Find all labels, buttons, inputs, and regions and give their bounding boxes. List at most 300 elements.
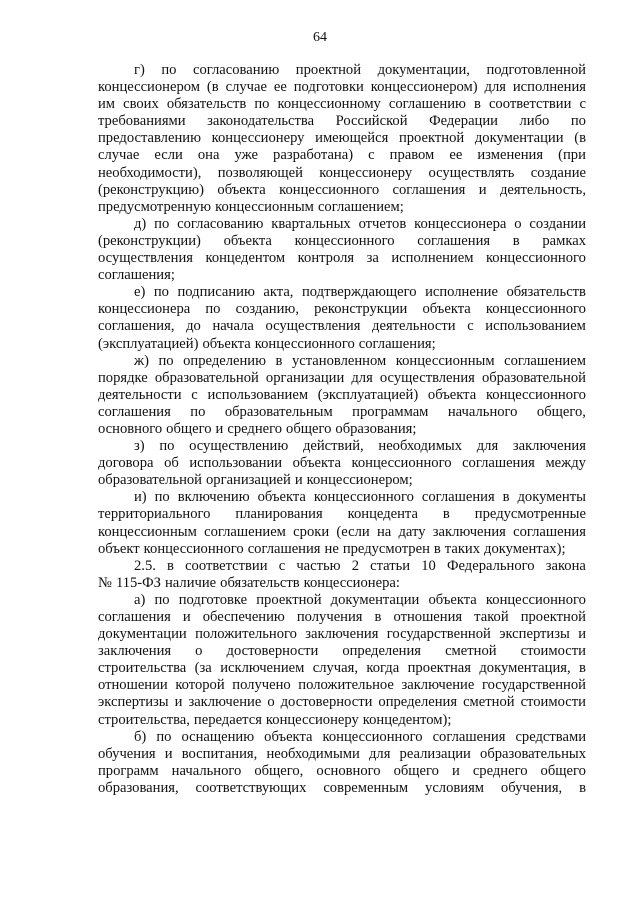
word: согласованию — [177, 215, 264, 232]
word: образования, — [98, 779, 179, 796]
word: государственной — [386, 626, 491, 643]
word: в — [167, 557, 174, 574]
word: достоверности — [226, 643, 319, 660]
word: статьи — [370, 557, 411, 574]
word: образовательной — [98, 472, 202, 489]
word: документации — [98, 626, 187, 643]
text-line — [98, 318, 586, 335]
word: положительное — [298, 677, 394, 694]
word: требованиями — [98, 113, 186, 130]
word: образования; — [335, 420, 417, 437]
word: предоставлению — [98, 130, 201, 147]
word: и — [182, 609, 191, 625]
word: подготовке — [178, 591, 248, 608]
word: соглашения — [417, 232, 491, 249]
word: по — [205, 301, 221, 318]
word: о — [195, 643, 203, 660]
word: позволяющей — [217, 164, 303, 181]
word: с — [579, 96, 586, 113]
word: (эксплуатацией) — [317, 386, 419, 403]
word: объекта — [292, 455, 341, 472]
word: для — [476, 438, 499, 455]
text-line — [98, 541, 586, 558]
word: проектная — [407, 660, 471, 677]
word: концессионного — [485, 250, 586, 267]
word: соответствии — [185, 557, 268, 574]
text-line — [98, 370, 586, 387]
word: создание — [530, 164, 586, 181]
word: соглашения; — [98, 267, 175, 284]
word: отчетов — [358, 215, 407, 232]
word: деятельность, — [499, 181, 586, 198]
word: исключением — [220, 660, 305, 677]
word: концедента — [347, 506, 418, 523]
word: концессионного — [313, 489, 414, 506]
word: для — [351, 369, 373, 386]
word: концессионного — [143, 540, 244, 557]
word: разработана) — [273, 147, 354, 164]
word: 2.5. — [134, 557, 156, 574]
word: концедентом — [205, 250, 286, 267]
word: заключения — [98, 643, 172, 660]
word: рамках — [542, 232, 586, 249]
word: заключение — [401, 677, 475, 694]
text-line — [98, 472, 586, 489]
word: соглашения; — [358, 335, 436, 352]
word: получения — [296, 609, 363, 625]
text-line — [98, 353, 586, 370]
word: оснащению — [181, 728, 255, 745]
word: объекта — [264, 728, 313, 745]
word: по — [159, 438, 175, 455]
word: (при — [558, 147, 586, 164]
word: с — [467, 318, 474, 335]
word: согласованию — [193, 62, 280, 78]
word: сметной — [463, 694, 515, 711]
word: соответствующих — [195, 779, 307, 796]
text-line — [98, 626, 586, 643]
word: и — [294, 472, 303, 489]
word: контроля — [297, 250, 355, 267]
word: основного — [98, 420, 163, 437]
text-line — [98, 96, 586, 113]
word: соглашения — [421, 489, 495, 506]
word: образовательной — [154, 369, 259, 386]
text-line — [98, 267, 586, 284]
word: соответствии — [488, 96, 572, 113]
word: заключения — [432, 523, 506, 540]
text-line — [98, 79, 586, 96]
word: в — [579, 660, 586, 677]
word: общего — [393, 762, 439, 779]
word: документах); — [484, 540, 566, 557]
word: по — [153, 284, 169, 301]
word: средствами — [515, 728, 586, 745]
text-line — [98, 438, 586, 455]
word: экспертизы — [98, 694, 169, 711]
word: образовательной — [481, 369, 586, 386]
word: включению — [177, 489, 250, 506]
word: и — [578, 626, 586, 643]
word: за — [366, 250, 379, 267]
word: концессионера — [98, 301, 191, 318]
word: концессионером; — [306, 472, 413, 489]
word: и) — [134, 489, 147, 506]
word: обязательств — [506, 284, 586, 301]
word: в — [374, 609, 382, 625]
word: в — [512, 232, 520, 249]
word: соглашения — [432, 728, 506, 745]
text-line — [98, 147, 586, 164]
word: стоимости — [520, 694, 586, 711]
word: начального — [447, 403, 518, 420]
word: концессионеру — [319, 164, 413, 181]
word: в — [473, 96, 481, 113]
word: своих — [123, 96, 159, 113]
word: предусмотрен — [342, 540, 430, 557]
text-line — [98, 763, 586, 780]
word: (реконструкции) — [98, 232, 201, 249]
word: подготовленной — [486, 62, 586, 78]
word: созданию, — [235, 301, 299, 318]
word: случая, — [312, 660, 358, 677]
word: документации — [474, 130, 564, 147]
text-line — [98, 250, 586, 267]
word: основного — [316, 762, 381, 779]
word: по — [161, 62, 177, 78]
word: документы — [517, 489, 586, 506]
word: 2 — [351, 557, 359, 574]
word: заключения — [512, 438, 586, 455]
word: (эксплуатацией) — [98, 335, 199, 352]
word: порядке — [98, 369, 148, 386]
word: концессионного — [485, 301, 586, 318]
word: договора — [98, 455, 154, 472]
word: концессионного — [322, 728, 423, 745]
word: общего — [540, 762, 586, 779]
text-line — [98, 694, 586, 711]
word: такой — [474, 609, 509, 625]
word: обязательств — [166, 96, 247, 113]
word: отношения — [393, 609, 463, 625]
word: использованием — [207, 386, 309, 403]
word: подписанию — [177, 284, 255, 301]
text-line — [98, 113, 586, 130]
word: по — [154, 489, 170, 506]
word: соглашения — [462, 455, 535, 472]
word: и — [174, 694, 183, 711]
text-line — [98, 558, 586, 575]
word: которой — [175, 677, 225, 694]
word: не — [324, 540, 339, 557]
word: документации — [330, 591, 420, 608]
text-line — [98, 592, 586, 609]
word: сметной — [445, 643, 497, 660]
word: а) — [134, 591, 146, 608]
word: концессионного — [254, 335, 355, 352]
word: необходимости), — [98, 164, 202, 181]
word: с — [278, 557, 286, 574]
word: (в — [206, 79, 219, 96]
word: 115-ФЗ — [115, 574, 161, 591]
word: № — [98, 574, 112, 591]
word: с — [368, 147, 375, 164]
word: и — [215, 420, 224, 437]
text-line — [98, 199, 586, 216]
word: объекта — [223, 232, 272, 249]
word: осуществления — [265, 318, 361, 335]
word: по — [570, 113, 586, 130]
word: передается — [193, 711, 262, 728]
word: проектной — [398, 130, 465, 147]
word: и — [478, 181, 487, 198]
word: общего — [166, 420, 212, 437]
word: необходимыми — [266, 745, 360, 762]
word: соглашения, — [98, 318, 175, 335]
word: объекта — [428, 591, 477, 608]
word: акта, — [263, 284, 294, 301]
word: организации — [265, 369, 345, 386]
word: использовании — [189, 455, 283, 472]
word: концессионера — [414, 215, 507, 232]
word: соглашения — [247, 540, 321, 557]
word: в — [442, 506, 450, 523]
word: д) — [134, 215, 147, 232]
word: либо — [519, 113, 550, 130]
word: подготовки — [293, 79, 364, 96]
word: наличие — [165, 574, 217, 591]
word: для — [484, 79, 506, 96]
word: государственной — [481, 677, 586, 694]
word: соглашения — [98, 609, 171, 625]
word: воспитания, — [181, 745, 258, 762]
word: территориального — [98, 506, 211, 523]
word: деятельности — [372, 318, 456, 335]
word: в — [433, 540, 441, 557]
word: концессионера: — [303, 574, 400, 591]
word: случае — [225, 79, 267, 96]
word: з) — [134, 438, 145, 455]
text-line — [98, 233, 586, 250]
text-line — [98, 746, 586, 763]
word: среднего — [227, 420, 283, 437]
word: осуществлению — [189, 438, 289, 455]
word: концессионеру — [265, 711, 359, 728]
word: до — [186, 318, 201, 335]
word: уже — [234, 147, 258, 164]
word: соглашением — [504, 352, 586, 369]
word: дату — [398, 523, 426, 540]
word: концессионного — [351, 455, 452, 472]
word: концессионером — [98, 79, 201, 96]
text-line — [98, 677, 586, 694]
text-line — [98, 455, 586, 472]
word: (реконструкцию) — [98, 181, 204, 198]
word: ее — [273, 79, 287, 96]
word: исполнение — [425, 284, 498, 301]
word: (если — [336, 523, 370, 540]
word: по — [254, 96, 270, 113]
text-line — [98, 489, 586, 506]
word: обеспечению — [202, 609, 285, 625]
word: по — [154, 591, 170, 608]
word: квартальных — [271, 215, 351, 232]
word: условиям — [425, 779, 485, 796]
word: получено — [232, 677, 291, 694]
word: исполнением — [391, 250, 474, 267]
word: соглашения — [392, 181, 466, 198]
word: Федерации — [429, 113, 498, 130]
word: общего, — [254, 762, 304, 779]
word: если — [154, 147, 183, 164]
text-line — [98, 575, 586, 592]
word: концессионного — [279, 181, 380, 198]
word: общего — [286, 420, 332, 437]
word: закона — [545, 557, 586, 574]
text-line — [98, 165, 586, 182]
word: концессионного — [485, 386, 586, 403]
word: программам — [352, 403, 429, 420]
text-line — [98, 712, 586, 729]
word: современным — [323, 779, 409, 796]
word: необходимых — [378, 438, 463, 455]
word: проектной — [520, 609, 586, 625]
word: осуществления — [379, 369, 475, 386]
word: установленном — [291, 352, 387, 369]
word: соглашением; — [317, 198, 404, 215]
word: документация, — [479, 660, 571, 677]
word: и — [164, 745, 173, 762]
word: использованием — [485, 318, 586, 335]
word: объекта — [427, 386, 477, 403]
word: проектной — [256, 591, 322, 608]
word: частью — [296, 557, 341, 574]
word: планирования — [235, 506, 323, 523]
word: законодательства — [207, 113, 315, 130]
word: когда — [366, 660, 400, 677]
word: изменения — [477, 147, 544, 164]
word: по — [158, 352, 174, 369]
word: положительного — [195, 626, 297, 643]
word: ж) — [134, 352, 149, 369]
word: (в — [574, 130, 586, 147]
text-line — [98, 216, 586, 233]
word: исполнения — [512, 79, 586, 96]
word: объекта — [202, 335, 251, 352]
word: предусмотренные — [474, 506, 586, 523]
word: определения — [378, 694, 458, 711]
word: г) — [134, 62, 145, 78]
word: концессионного — [294, 232, 395, 249]
word: между — [545, 455, 586, 472]
word: заключения — [305, 626, 379, 643]
word: деятельности — [98, 386, 182, 403]
page-number: 64 — [313, 30, 327, 45]
word: заключение — [188, 694, 262, 711]
word: соглашения — [513, 523, 586, 540]
word: по — [154, 215, 170, 232]
text-line — [98, 130, 586, 147]
word: начала — [212, 318, 254, 335]
word: создании — [529, 215, 586, 232]
word: соглашения — [98, 403, 171, 420]
word: образовательным — [224, 403, 333, 420]
word: по — [156, 728, 172, 745]
word: она — [197, 147, 220, 164]
word: сроки — [293, 523, 330, 540]
word: концессионного — [485, 591, 586, 608]
text-line — [98, 609, 586, 626]
text-line — [98, 404, 586, 421]
word: действий, — [302, 438, 364, 455]
word: реконструкции — [314, 301, 408, 318]
word: начального — [171, 762, 242, 779]
word: концессионному — [277, 96, 381, 113]
word: в — [275, 352, 283, 369]
word: 10 — [421, 557, 436, 574]
word: организацией — [205, 472, 291, 489]
word: обучения — [98, 745, 156, 762]
word: программ — [98, 762, 159, 779]
word: подтверждающего — [301, 284, 417, 301]
word: таких — [444, 540, 481, 557]
word: проектной — [295, 62, 362, 78]
word: определения — [342, 643, 422, 660]
word: документации, — [377, 62, 470, 78]
word: соглашением — [204, 523, 286, 540]
word: образовательных — [480, 745, 586, 762]
word: обучения, — [500, 779, 563, 796]
word: на — [376, 523, 392, 540]
word: (за — [194, 660, 212, 677]
word: предусмотренную — [98, 198, 212, 215]
word: для — [368, 745, 391, 762]
word: обязательств — [220, 574, 300, 591]
word: в — [502, 489, 510, 506]
word: объекта — [217, 181, 266, 198]
word: с — [191, 386, 198, 403]
word: объекта — [422, 301, 471, 318]
word: строительства, — [98, 711, 190, 728]
word: об — [164, 455, 179, 472]
word: строительства — [98, 660, 187, 677]
word: достоверности — [280, 694, 373, 711]
word: Российской — [335, 113, 408, 130]
word: общего, — [536, 403, 586, 420]
word: в — [579, 779, 586, 796]
word: среднего — [472, 762, 528, 779]
word: соглашению — [388, 96, 466, 113]
text-line — [98, 421, 586, 438]
word: по — [190, 403, 206, 420]
text-line — [98, 506, 586, 523]
word: б) — [134, 728, 147, 745]
word: осуществления — [98, 250, 193, 267]
text-line — [98, 336, 586, 353]
word: ее — [449, 147, 463, 164]
text-line — [98, 301, 586, 318]
word: им — [98, 96, 116, 113]
text-line — [98, 729, 586, 746]
word: концессионным — [395, 352, 495, 369]
document-body — [98, 62, 586, 797]
text-line — [98, 182, 586, 199]
word: е) — [134, 284, 146, 301]
text-line — [98, 780, 586, 797]
word: случае — [98, 147, 140, 164]
word: концессионеру — [211, 130, 305, 147]
word: концессионером) — [370, 79, 478, 96]
